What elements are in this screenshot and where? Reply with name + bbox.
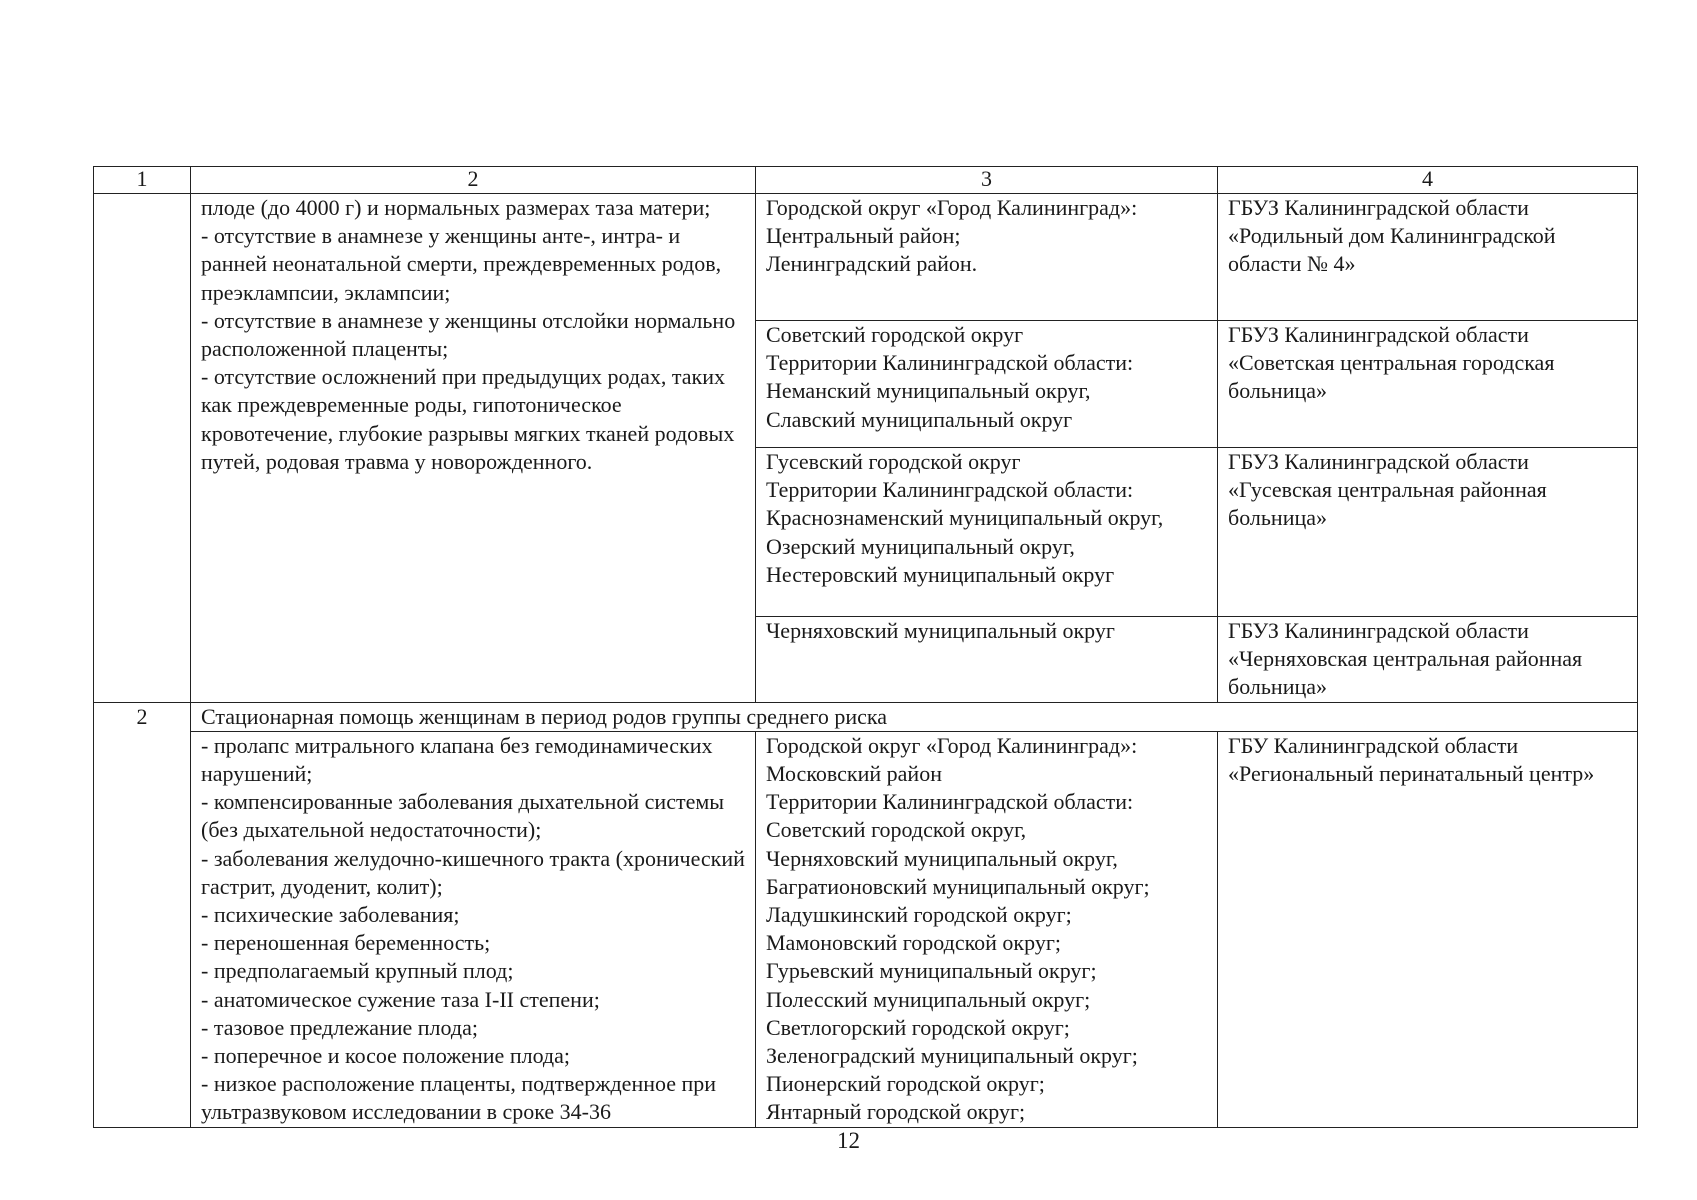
territory-cell: Городской округ «Город Калининград»: Центральный район; Ленинградский район. [756,194,1218,321]
table-row [94,731,1638,1127]
institution-cell: ГБУЗ Калининградской области «Советская центральная городская больница» [1218,321,1638,448]
header-col-1: 1 [94,167,191,194]
institution-cell: ГБУ Калининградской области «Региональный перинатальный центр» [1218,731,1638,1127]
criteria-cell: плоде (до 4000 г) и нормальных размерах таза матери; - отсутствие в анамнезе у женщины анте-, интра- и ранней неонатальной смерти, преждевременных родов, преэклампсии, эклампсии; - отсутствие в анамнезе у женщины отслойки нормально расположенной плаценты; - отсутствие осложнений при предыдущих родах, таких как преждевременные роды, гипотоническое кровотечение, глубокие разрывы мягких тканей родовых путей, родовая травма у новорожденного. [191,194,756,703]
header-row [94,167,1638,194]
table-row [94,194,1638,321]
institution-cell: ГБУЗ Калининградской области «Родильный дом Калининградской области № 4» [1218,194,1638,321]
page-number: 12 [837,1128,860,1153]
criteria-cell: - пролапс митрального клапана без гемодинамических нарушений; - компенсированные заболевания дыхательной системы (без дыхательной недостаточности); - заболевания желудочно-кишечного тракта (хронический гастрит, дуоденит, колит); - психические заболевания; - переношенная беременность; - предполагаемый крупный плод; - анатомическое сужение таза I-II степени; - тазовое предлежание плода; - поперечное и косое положение плода; - низкое расположение плаценты, подтвержденное при ультразвуковом исследовании в сроке 34-36 [191,731,756,1127]
institution-cell: ГБУЗ Калининградской области «Черняховская центральная районная больница» [1218,617,1638,703]
header-col-4: 4 [1218,167,1638,194]
territory-cell: Советский городской округ Территории Калининградской области: Неманский муниципальный округ, Славский муниципальный округ [756,321,1218,448]
territory-cell: Черняховский муниципальный округ [756,617,1218,703]
section-title-row [94,702,1638,731]
header-col-3: 3 [756,167,1218,194]
row-number [94,194,191,703]
section-title: Стационарная помощь женщинам в период родов группы среднего риска [191,702,1638,731]
institution-cell: ГБУЗ Калининградской области «Гусевская центральная районная больница» [1218,448,1638,617]
header-col-2: 2 [191,167,756,194]
territory-cell: Гусевский городской округ Территории Калининградской области: Краснознаменский муниципальный округ, Озерский муниципальный округ, Нестеровский муниципальный округ [756,448,1218,617]
row-number: 2 [94,702,191,1127]
document-table [93,166,1638,1128]
territory-cell: Городской округ «Город Калининград»: Московский район Территории Калининградской области: Советский городской округ, Черняховский муниципальный округ, Багратионовский муниципальный округ; Ладушкинский городской округ; Мамоновский городской округ; Гурьевский муниципальный округ; Полесский муниципальный округ; Светлогорский городской округ; Зеленоградский муниципальный округ; Пионерский городской округ; Янтарный городской округ; [756,731,1218,1127]
